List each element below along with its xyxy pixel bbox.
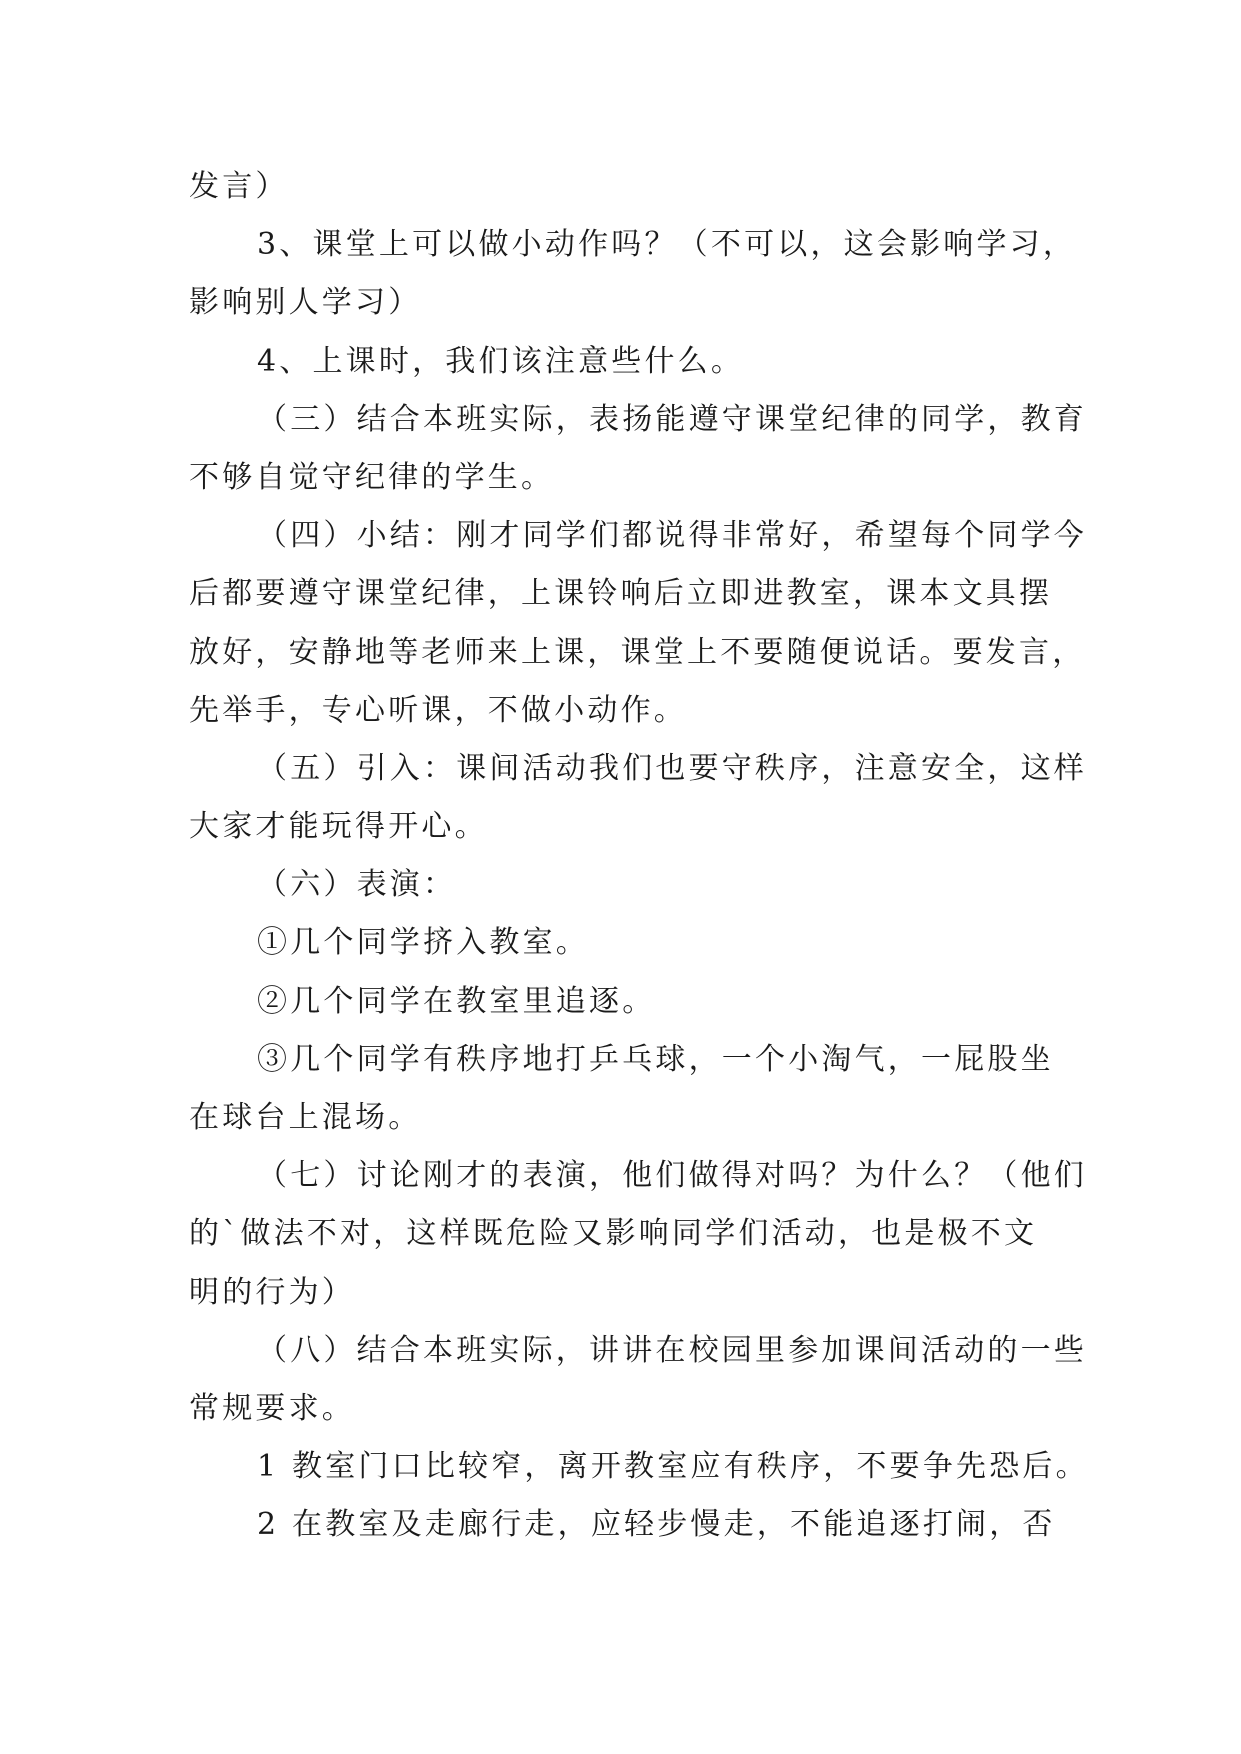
text-line: （八）结合本班实际，讲讲在校园里参加课间活动的一些 bbox=[257, 1332, 1087, 1368]
text-line: 明的行为） bbox=[189, 1274, 355, 1310]
text-line: 先举手，专心听课，不做小动作。 bbox=[189, 692, 687, 728]
text-line: 4、上课时，我们该注意些什么。 bbox=[257, 343, 745, 379]
text-line: （七）讨论刚才的表演，他们做得对吗？为什么？（他们 bbox=[257, 1158, 1087, 1194]
text-line: 1 教室门口比较窄，离开教室应有秩序，不要争先恐后。 bbox=[257, 1449, 1089, 1485]
text-line: 大家才能玩得开心。 bbox=[189, 809, 488, 845]
text-line: 常规要求。 bbox=[189, 1390, 355, 1426]
text-line: ③几个同学有秩序地打乒乓球，一个小淘气，一屁股坐 bbox=[257, 1041, 1054, 1077]
text-line: 3、课堂上可以做小动作吗？（不可以，这会影响学习， bbox=[257, 227, 1077, 263]
text-line: 的`做法不对，这样既危险又影响同学们活动，也是极不文 bbox=[189, 1216, 1038, 1252]
text-line: 发言） bbox=[189, 169, 289, 204]
text-line: 不够自觉守纪律的学生。 bbox=[189, 459, 555, 495]
text-line: 放好，安静地等老师来上课，课堂上不要随便说话。要发言， bbox=[189, 634, 1086, 670]
text-line: 后都要遵守课堂纪律，上课铃响后立即进教室，课本文具摆 bbox=[189, 576, 1053, 612]
text-line: 在球台上混场。 bbox=[189, 1100, 422, 1135]
document-body bbox=[189, 158, 1089, 1555]
text-line: ②几个同学在教室里追逐。 bbox=[257, 983, 656, 1019]
text-line: ①几个同学挤入教室。 bbox=[257, 925, 589, 961]
text-line: 2 在教室及走廊行走，应轻步慢走，不能追逐打闹，否 bbox=[257, 1507, 1056, 1543]
text-line: （三）结合本班实际，表扬能遵守课堂纪律的同学，教育 bbox=[257, 401, 1087, 437]
text-line: （四）小结：刚才同学们都说得非常好，希望每个同学今 bbox=[257, 518, 1087, 554]
text-line: （五）引入：课间活动我们也要守秩序，注意安全，这样 bbox=[257, 750, 1087, 786]
text-line: （六）表演： bbox=[257, 867, 457, 903]
text-line: 影响别人学习） bbox=[189, 285, 422, 321]
